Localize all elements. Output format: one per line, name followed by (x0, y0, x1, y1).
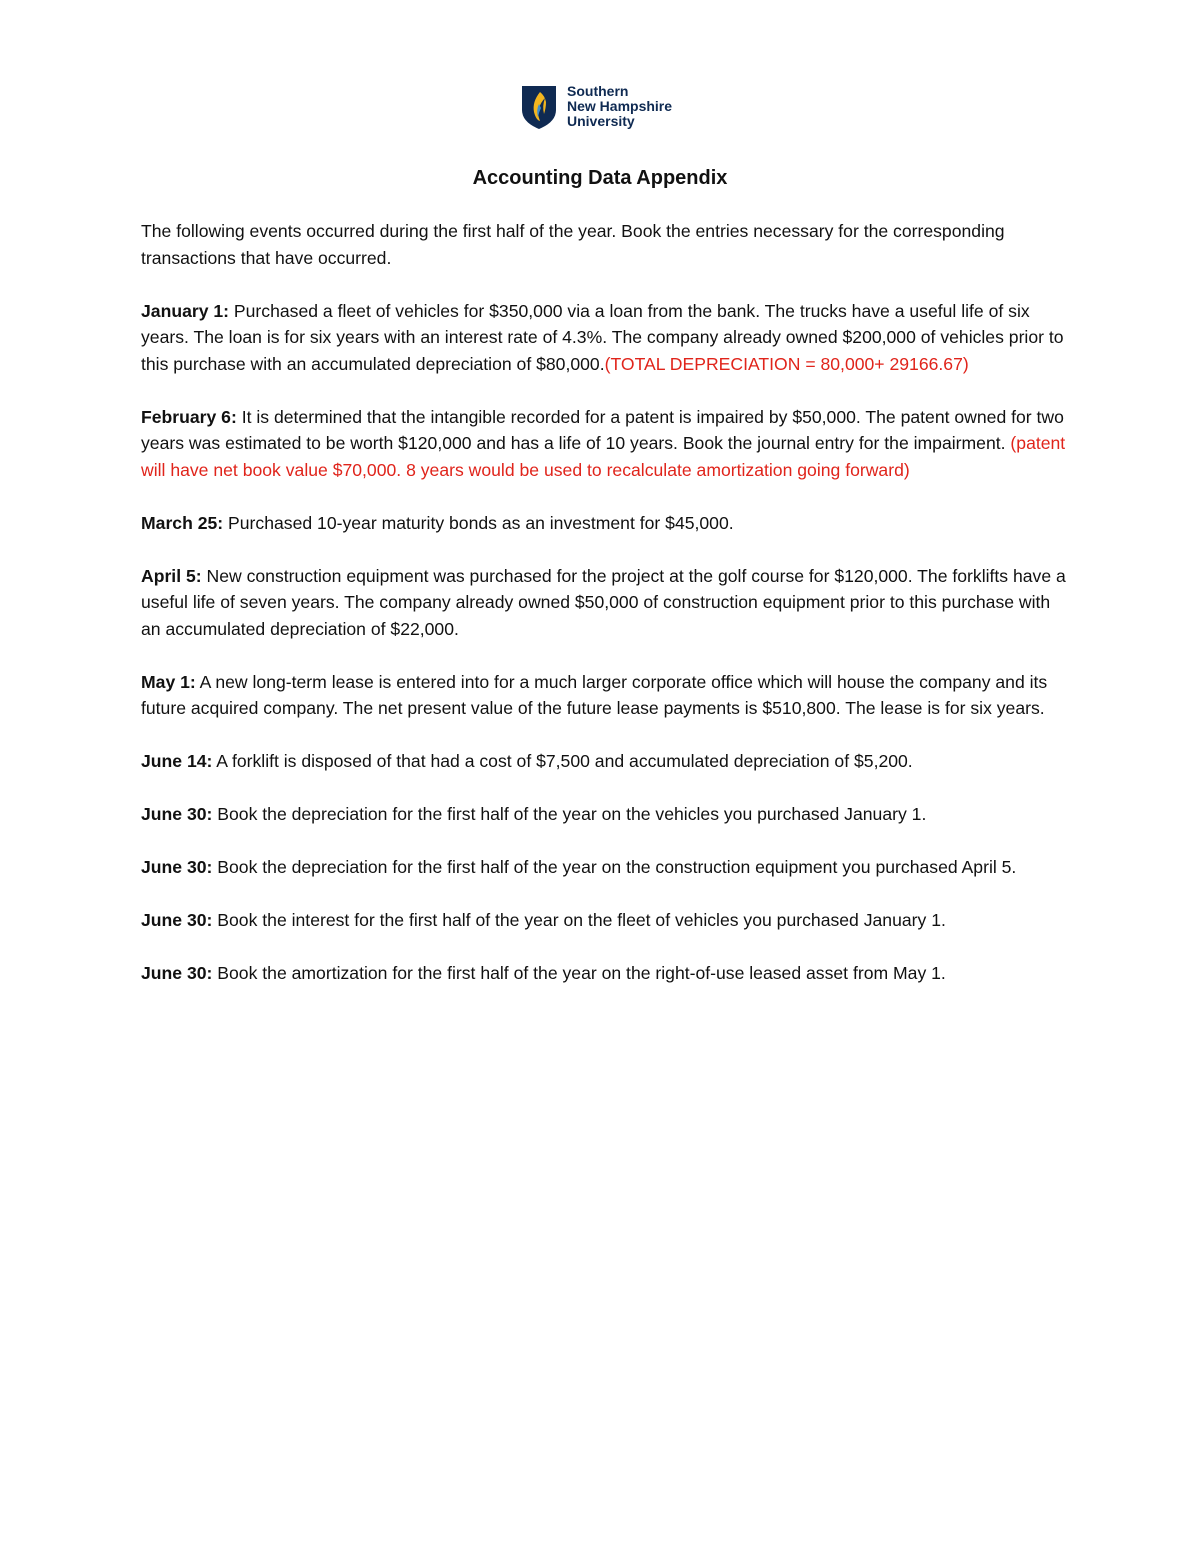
entry-date: January 1: (141, 300, 230, 321)
entry-date: June 30: (141, 910, 213, 930)
entry-june-30-interest (141, 907, 1071, 934)
entry-text: Purchased a fleet of vehicles for $350,000 via a loan from the bank. The trucks have a useful life of six years. The loan is for six years with an interest rate of 4.3%. The company already owned $200,000 of vehicles prior to this purchase with an accumulated depreciation of $80,000. (141, 300, 1064, 374)
page-title: Accounting Data Appendix (472, 167, 728, 189)
intro-paragraph: The following events occurred during the first half of the year. Book the entries necessary for the corresponding transactions that have occurred. (141, 221, 1005, 268)
logo-line-southern: Southern (567, 83, 629, 99)
entry-may-1 (141, 669, 1071, 722)
entry-date: June 30: (141, 963, 213, 983)
entry-date: March 25: (141, 512, 224, 533)
entry-march-25 (141, 510, 1071, 537)
entry-june-14 (141, 748, 1071, 775)
entry-text: New construction equipment was purchased for the project at the golf course for $120,000. The forklifts have a useful life of seven years. The company already owned $50,000 of construction equipment prior to this purchase with an accumulated depreciation of $22,000. (141, 565, 1066, 639)
entry-january-1 (141, 298, 1071, 378)
logo-line-university: University (567, 113, 635, 129)
logo-line-new-hampshire: New Hampshire (567, 98, 673, 114)
entry-text: Book the interest for the first half of the year on the fleet of vehicles you purchased January 1. (212, 910, 946, 930)
entry-june-30-amortization (141, 960, 1071, 987)
entry-text: A new long-term lease is entered into for a much larger corporate office which will house the company and its future acquired company. The net present value of the future lease payments is $510,800. The lease is for six years. (141, 671, 1048, 718)
entry-text: Book the amortization for the first half of the year on the right-of-use leased asset from May 1. (212, 963, 946, 983)
entry-april-5 (141, 563, 1071, 643)
entry-date: May 1: (141, 671, 196, 692)
entry-text: Book the depreciation for the first half of the year on the construction equipment you purchased April 5. (212, 857, 1017, 877)
entry-date: February 6: (141, 406, 237, 427)
entry-text: It is determined that the intangible recorded for a patent is impaired by $50,000. The patent owned for two years was estimated to be worth $120,000 and has a life of 10 years. Book the journal entry for the impairment. (141, 406, 1064, 453)
entry-text: Book the depreciation for the first half of the year on the vehicles you purchased January 1. (212, 804, 927, 824)
entry-date: April 5: (141, 565, 202, 586)
entry-text: Purchased 10-year maturity bonds as an investment for $45,000. (223, 512, 734, 533)
entry-text: A forklift is disposed of that had a cost of $7,500 and accumulated depreciation of $5,200. (212, 751, 913, 771)
university-logo (521, 84, 701, 132)
entry-date: June 14: (141, 751, 213, 771)
entry-june-30-vehicles-depreciation (141, 801, 1071, 828)
entry-june-30-equipment-depreciation (141, 854, 1071, 881)
entry-date: June 30: (141, 804, 213, 824)
entry-note: (TOTAL DEPRECIATION = 80,000+ 29166.67) (604, 353, 969, 374)
entry-date: June 30: (141, 857, 213, 877)
entry-note: (patent will have net book value $70,000. 8 years would be used to recalculate amortization going forward) (141, 433, 1066, 480)
logo-wordmark (567, 84, 672, 129)
shield-flame-icon (521, 84, 557, 130)
entry-february-6 (141, 404, 1071, 484)
document-body (141, 218, 1071, 1013)
